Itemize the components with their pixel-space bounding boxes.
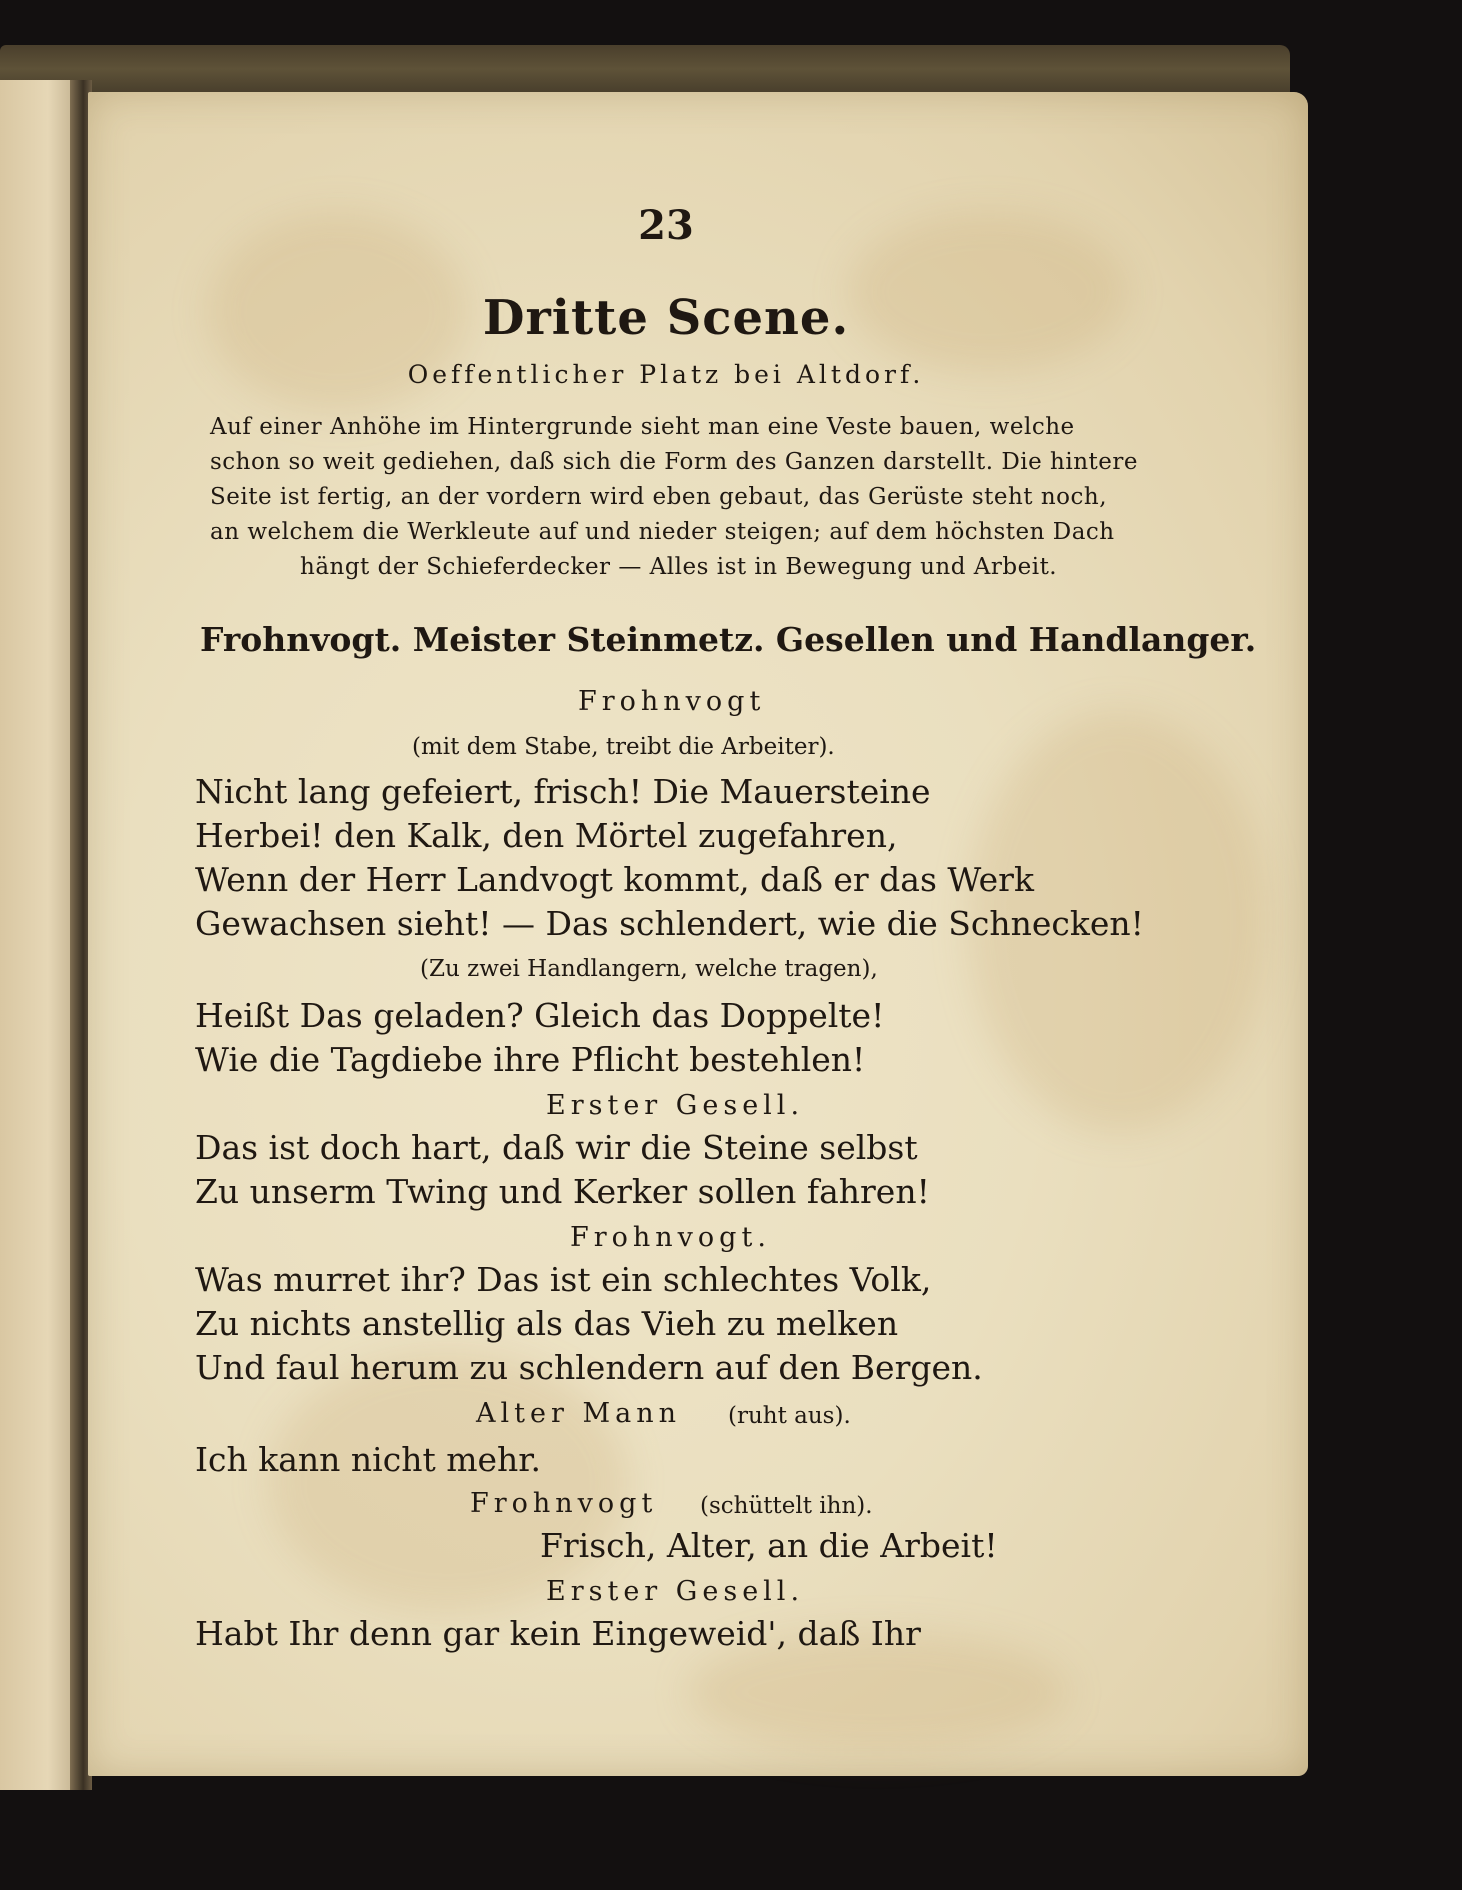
verse-line: Zu nichts anstellig als das Vieh zu melken (195, 1304, 899, 1343)
stage-direction: (schüttelt ihn). (700, 1493, 873, 1519)
page-number: 23 (638, 202, 694, 249)
verse-line: Und faul herum zu schlendern auf den Bergen. (195, 1348, 983, 1387)
speaker-name: Frohnvogt (470, 1488, 658, 1519)
cast-list: Frohnvogt. Meister Steinmetz. Gesellen und Handlanger. (200, 620, 1257, 659)
stage-direction-line: an welchem die Werkleute auf und nieder steigen; auf dem höchsten Dach (210, 519, 1115, 545)
stage-direction-line: Seite ist fertig, an der vordern wird eben gebaut, das Gerüste steht noch, (210, 484, 1108, 510)
scene-location: Oeffentlicher Platz bei Altdorf. (407, 360, 925, 389)
stage-direction: (ruht aus). (728, 1403, 851, 1429)
paper-stain (268, 1352, 628, 1612)
verse-line: Zu unserm Twing und Kerker sollen fahren! (195, 1172, 930, 1211)
scene-title: Dritte Scene. (482, 290, 850, 346)
verse-line: Wenn der Herr Landvogt kommt, daß er das Werk (195, 860, 1034, 899)
speaker-name: Frohnvogt (578, 686, 766, 717)
verse-line: Habt Ihr denn gar kein Eingeweid', daß Ihr (195, 1614, 921, 1653)
stage-direction-line: schon so weit gediehen, daß sich die Form des Ganzen darstellt. Die hintere (210, 449, 1138, 475)
verse-line: Gewachsen sieht! — Das schlendert, wie die Schnecken! (195, 904, 1144, 943)
speaker-name: Alter Mann (476, 1398, 681, 1429)
stage-direction-line: Auf einer Anhöhe im Hintergrunde sieht man eine Veste bauen, welche (210, 414, 1075, 440)
verse-line: Ich kann nicht mehr. (195, 1440, 541, 1479)
stage-direction-line: hängt der Schieferdecker — Alles ist in Bewegung und Arbeit. (300, 554, 1058, 580)
stage-direction: (mit dem Stabe, treibt die Arbeiter). (412, 734, 835, 760)
verse-line: Heißt Das geladen? Gleich das Doppelte! (195, 996, 885, 1035)
verse-line: Wie die Tagdiebe ihre Pflicht bestehlen! (195, 1040, 866, 1079)
verse-line: Das ist doch hart, daß wir die Steine selbst (195, 1128, 918, 1167)
stage-direction: (Zu zwei Handlangern, welche tragen), (420, 956, 878, 982)
speaker-name: Erster Gesell. (546, 1090, 805, 1121)
verse-line: Nicht lang gefeiert, frisch! Die Mauersteine (195, 772, 931, 811)
verse-line: Frisch, Alter, an die Arbeit! (540, 1526, 998, 1565)
verse-line: Herbei! den Kalk, den Mörtel zugefahren, (195, 816, 898, 855)
speaker-name: Frohnvogt. (570, 1222, 771, 1253)
speaker-name: Erster Gesell. (546, 1576, 805, 1607)
verse-line: Was murret ihr? Das ist ein schlechtes Volk, (195, 1260, 932, 1299)
